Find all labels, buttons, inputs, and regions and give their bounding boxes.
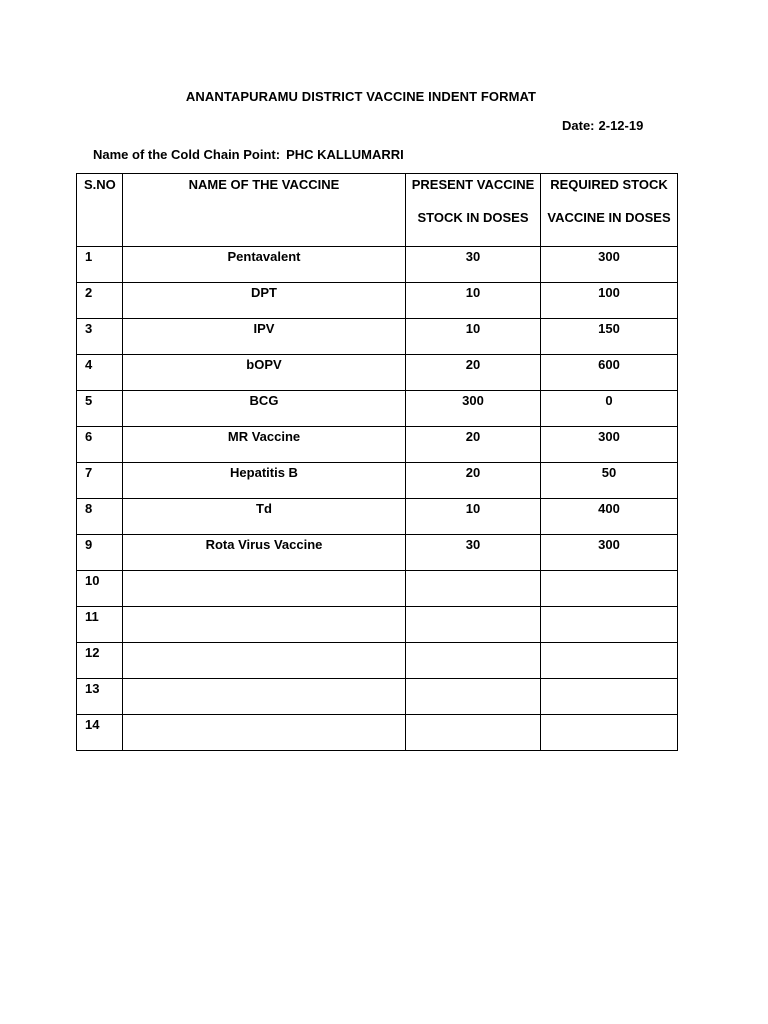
table-row <box>77 535 678 571</box>
cell-present-stock <box>406 715 541 751</box>
cell-sno: 3 <box>77 319 123 355</box>
cell-required-stock <box>541 715 678 751</box>
table-row <box>77 607 678 643</box>
cell-required-stock <box>541 679 678 715</box>
cell-present-stock: 10 <box>406 283 541 319</box>
cell-required-stock: 150 <box>541 319 678 355</box>
cell-sno: 9 <box>77 535 123 571</box>
cell-sno: 4 <box>77 355 123 391</box>
table-header-row <box>77 174 678 247</box>
cell-sno: 1 <box>77 247 123 283</box>
cell-vaccine-name: bOPV <box>123 355 406 391</box>
cell-vaccine-name: MR Vaccine <box>123 427 406 463</box>
cell-sno: 8 <box>77 499 123 535</box>
cell-required-stock: 300 <box>541 427 678 463</box>
cell-present-stock <box>406 607 541 643</box>
cold-chain-point <box>93 147 404 162</box>
cell-present-stock: 30 <box>406 535 541 571</box>
cell-present-stock: 20 <box>406 427 541 463</box>
cell-vaccine-name: BCG <box>123 391 406 427</box>
table-row <box>77 715 678 751</box>
cell-vaccine-name <box>123 607 406 643</box>
cell-required-stock: 0 <box>541 391 678 427</box>
cell-sno: 10 <box>77 571 123 607</box>
cell-vaccine-name: Hepatitis B <box>123 463 406 499</box>
cell-vaccine-name: IPV <box>123 319 406 355</box>
header-sno: S.NO <box>77 174 123 247</box>
cell-required-stock: 50 <box>541 463 678 499</box>
cell-sno: 2 <box>77 283 123 319</box>
table-row <box>77 355 678 391</box>
cell-sno: 7 <box>77 463 123 499</box>
table-row <box>77 319 678 355</box>
cell-vaccine-name: Pentavalent <box>123 247 406 283</box>
cell-present-stock <box>406 571 541 607</box>
cold-chain-value: PHC KALLUMARRI <box>286 147 404 162</box>
cell-vaccine-name: Td <box>123 499 406 535</box>
cell-present-stock: 30 <box>406 247 541 283</box>
cell-required-stock: 100 <box>541 283 678 319</box>
cell-present-stock <box>406 679 541 715</box>
table-row <box>77 499 678 535</box>
cell-present-stock <box>406 643 541 679</box>
table-row <box>77 247 678 283</box>
cell-required-stock <box>541 571 678 607</box>
cell-sno: 5 <box>77 391 123 427</box>
cell-vaccine-name <box>123 571 406 607</box>
cell-required-stock <box>541 643 678 679</box>
cell-required-stock: 300 <box>541 247 678 283</box>
table-row <box>77 283 678 319</box>
cell-present-stock: 10 <box>406 319 541 355</box>
document-date <box>562 118 643 133</box>
cell-present-stock: 20 <box>406 355 541 391</box>
cell-required-stock: 400 <box>541 499 678 535</box>
cell-present-stock: 300 <box>406 391 541 427</box>
cell-sno: 14 <box>77 715 123 751</box>
table-row <box>77 571 678 607</box>
date-value: 2-12-19 <box>598 118 644 133</box>
cell-vaccine-name <box>123 715 406 751</box>
cell-present-stock: 20 <box>406 463 541 499</box>
cell-required-stock: 300 <box>541 535 678 571</box>
date-label: Date: <box>562 118 595 133</box>
cell-sno: 13 <box>77 679 123 715</box>
header-required-stock: REQUIRED STOCK VACCINE IN DOSES <box>541 174 678 247</box>
table-row <box>77 643 678 679</box>
cell-sno: 12 <box>77 643 123 679</box>
table-row <box>77 427 678 463</box>
cell-present-stock: 10 <box>406 499 541 535</box>
table-row <box>77 463 678 499</box>
cell-sno: 11 <box>77 607 123 643</box>
cell-vaccine-name <box>123 679 406 715</box>
header-present-stock: PRESENT VACCINE STOCK IN DOSES <box>406 174 541 247</box>
cell-sno: 6 <box>77 427 123 463</box>
table-row <box>77 679 678 715</box>
table-row <box>77 391 678 427</box>
cell-vaccine-name: DPT <box>123 283 406 319</box>
header-vaccine-name: NAME OF THE VACCINE <box>123 174 406 247</box>
cold-chain-label: Name of the Cold Chain Point: <box>93 147 281 162</box>
cell-required-stock: 600 <box>541 355 678 391</box>
document-title: ANANTAPURAMU DISTRICT VACCINE INDENT FORMAT <box>185 89 537 104</box>
cell-vaccine-name <box>123 643 406 679</box>
vaccine-indent-table <box>76 173 678 751</box>
cell-required-stock <box>541 607 678 643</box>
cell-vaccine-name: Rota Virus Vaccine <box>123 535 406 571</box>
